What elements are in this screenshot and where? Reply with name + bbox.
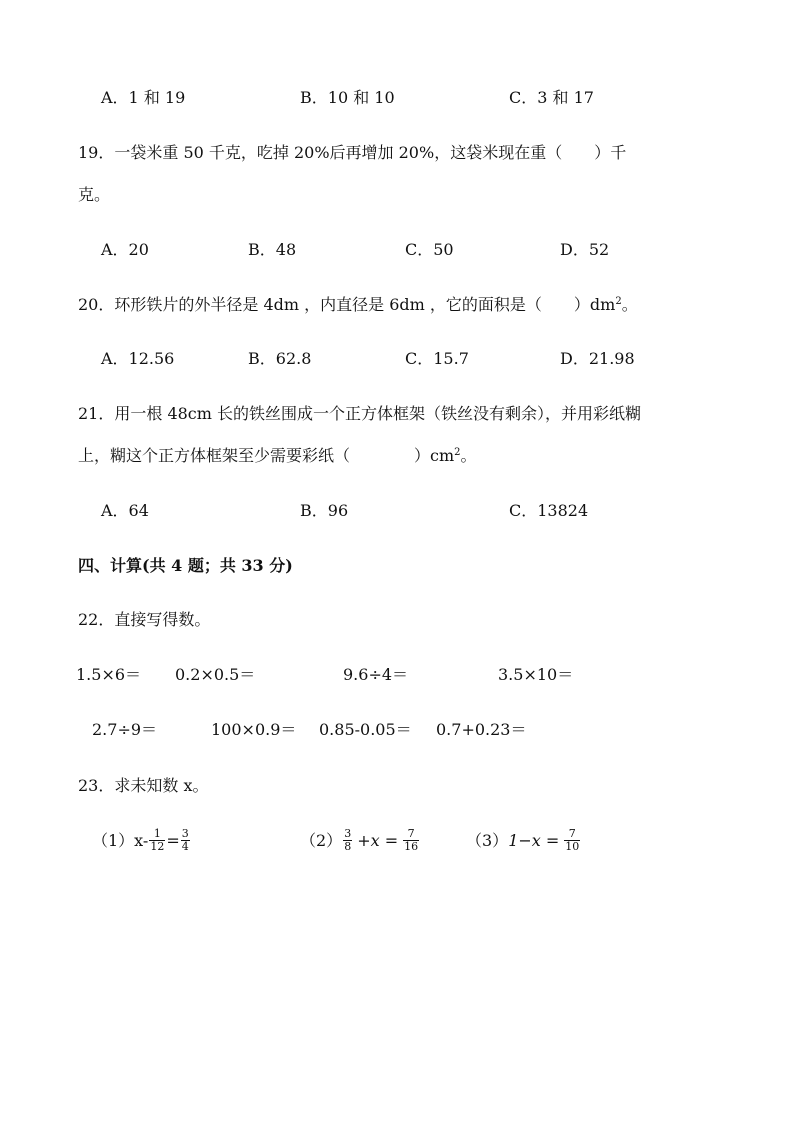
q23-title: 23．求未知数 x。 (78, 776, 209, 795)
q19-option-a: A．20 (101, 240, 149, 259)
q20-text-body: 20．环形铁片的外半径是 4dm ，内直径是 6dm ，它的面积是（ ）dm (78, 295, 616, 314)
q22-item-8: 0.7+0.23＝ (436, 720, 527, 739)
q21-unit-superscript: 2 (454, 447, 461, 458)
q22-item-1: 1.5×6＝ (76, 665, 142, 684)
q18-option-a: A．1 和 19 (101, 88, 186, 107)
q23-eq3-lhs: 1−x = (508, 830, 560, 850)
section-4-heading: 四、计算(共 4 题；共 33 分) (78, 556, 293, 575)
q23-equation-3 (466, 824, 581, 857)
q22-item-6: 100×0.9＝ (211, 720, 297, 739)
q20-option-d: D．21.98 (560, 349, 635, 368)
q23-eq1-label: （1）x- (92, 830, 149, 850)
q19-option-d: D．52 (560, 240, 610, 259)
q20-option-c: C．15.7 (405, 349, 469, 368)
q23-eq2-fraction-1 (343, 828, 352, 853)
q23-eq1-fraction-2 (181, 828, 190, 853)
q23-eq2-f2-denominator: 16 (404, 840, 419, 853)
q23-eq1-f1-denominator: 12 (150, 840, 165, 853)
q18-option-b: B．10 和 10 (300, 88, 395, 107)
q21-option-c: C．13824 (509, 501, 589, 520)
q22-item-2: 0.2×0.5＝ (175, 665, 256, 684)
q23-eq1-f1-numerator: 1 (149, 828, 165, 841)
q20-unit-superscript: 2 (615, 296, 622, 307)
q23-eq2-f2-numerator: 7 (403, 828, 419, 841)
q21-text-line1: 21．用一根 48cm 长的铁丝围成一个正方体框架（铁丝没有剩余），并用彩纸糊 (78, 404, 642, 423)
q20-text (78, 295, 638, 315)
q23-eq2-f1-numerator: 3 (344, 827, 352, 840)
q23-eq3-label: （3） (466, 830, 509, 850)
q20-option-b: B．62.8 (248, 349, 312, 368)
q23-eq3-f2-numerator: 7 (564, 828, 580, 841)
q21-option-a: A．64 (101, 501, 149, 520)
q19-option-c: C．50 (405, 240, 454, 259)
q23-eq1-equals: = (166, 830, 180, 850)
q23-eq2-middle: +x = (357, 830, 399, 850)
q22-item-4: 3.5×10＝ (498, 665, 574, 684)
q22-title: 22．直接写得数。 (78, 610, 211, 629)
q18-option-c: C．3 和 17 (509, 88, 594, 107)
q23-eq3-f2-denominator: 10 (565, 840, 580, 853)
q23-eq1-fraction-1 (149, 828, 165, 853)
q23-eq1-f2-denominator: 4 (181, 840, 189, 853)
q21-text-end: 。 (460, 446, 477, 465)
q22-item-5: 2.7÷9＝ (92, 720, 158, 739)
q23-eq2-label: （2） (300, 830, 343, 850)
q19-option-b: B．48 (248, 240, 297, 259)
q21-text-body: 上，糊这个正方体框架至少需要彩纸（ ）cm (78, 446, 455, 465)
q23-eq3-fraction (564, 828, 580, 853)
q23-equation-1 (92, 824, 191, 857)
q21-text-line2 (78, 446, 477, 466)
q23-eq2-f1-denominator: 8 (344, 840, 352, 853)
q23-eq2-fraction-2 (403, 828, 419, 853)
q20-option-a: A．12.56 (101, 349, 175, 368)
q21-option-b: B．96 (300, 501, 349, 520)
q19-text-line1: 19．一袋米重 50 千克，吃掉 20%后再增加 20%，这袋米现在重（ ）千 (78, 143, 627, 162)
q22-item-7: 0.85-0.05＝ (319, 720, 412, 739)
q23-equation-2 (300, 824, 420, 857)
q19-text-line2: 克。 (78, 185, 111, 204)
q23-eq1-f2-numerator: 3 (181, 827, 189, 840)
q22-item-3: 9.6÷4＝ (343, 665, 409, 684)
q20-text-end: 。 (621, 295, 638, 314)
